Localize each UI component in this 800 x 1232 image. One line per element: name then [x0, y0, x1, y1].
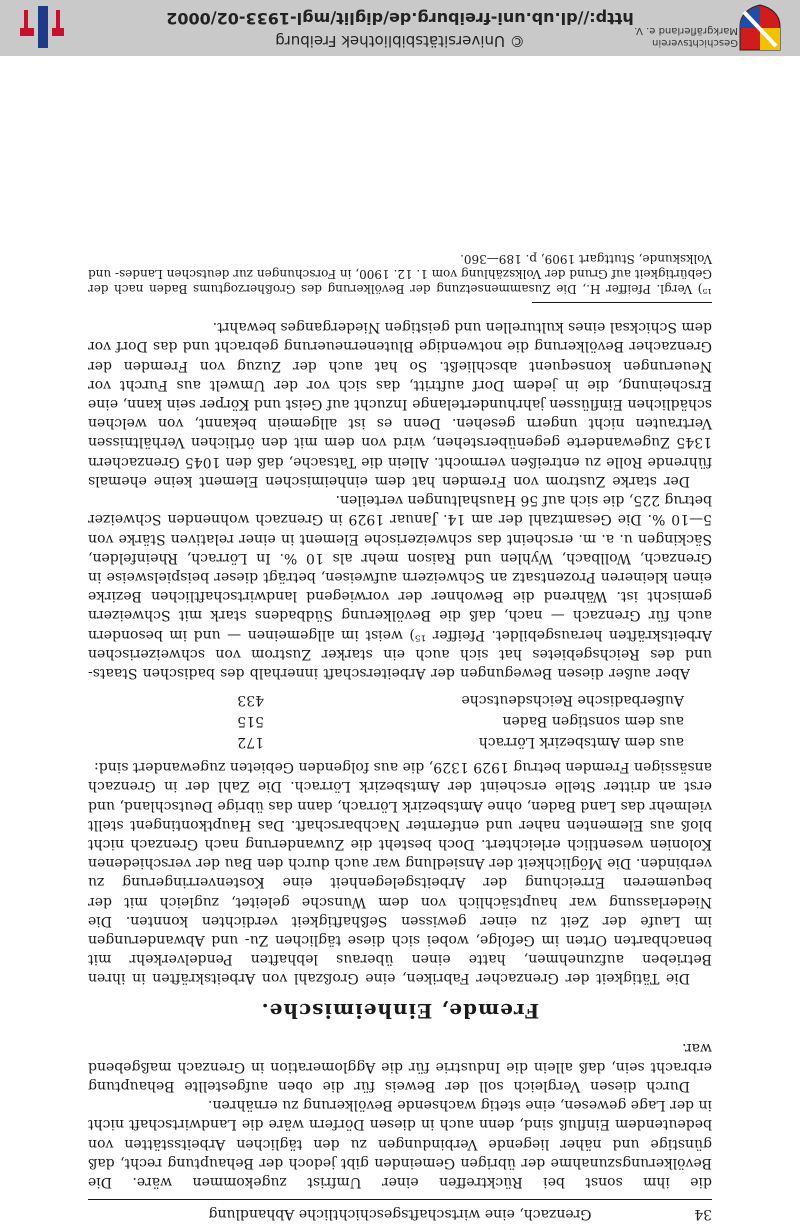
table-label: Außerbadische Reichsdeutsche: [461, 691, 684, 708]
table-value: 172: [237, 733, 264, 750]
table-label: aus dem sonstigen Baden: [502, 712, 684, 729]
table-row: [104, 709, 684, 730]
paragraph-einheimische: Der starke Zustrom von Fremden hat dem einheimischen Element keine ehemals führende Rolle zu entreißen vermocht. Allein die Tatsache, daß den 1045 Grenzachern 1345 Zugewanderte gegenüberstehen, wird von dem mit den örtlichen Verhältnissen Vertrauten nicht ungern gesehen. Denn es ist allgemein bekannt, von welchen schädlichen Einflüssen jahrhundertelange Inzucht auf Geist und Körper sein kann, eine Erscheinung, die in jedem Dorf auftritt, das sich vor der Umwelt aus Furcht vor Neuerungen konsequent abschließt. So hat auch der Zuzug von Fremden der Grenzacher Bevölkerung die notwendige Blutenerneuerung gebracht und das Dorf vor dem Schicksal eines kulturellen und geistigen Niederganges bewahrt.: [88, 319, 712, 489]
header-bar: [0, 0, 800, 56]
paragraph-fremde: Die Tätigkeit der Grenzacher Fabriken, eine Großzahl von Arbeitskräften in ihren Betrieben aufzunehmen, hatte einen überaus lebhaften Pendelverkehr mit benachbarten Orten im Gefolge, wobei sich diese täglichen Zu- und Abwanderungen im Laufe der Zeit zu einer gewissen Seßhaftigkeit verdichten konnten. Die Niederlassung war hauptsächlich von dem Wunsche geleitet, zugleich mit der bequemeren Erreichung der Arbeitsgelegenheit eine Kostenverringerung zu verbinden. Die Möglichkeit der Ansiedlung war auch durch den Bau der verschiedenen Kolonien wesentlich erleichtert. Doch besteht die Zuwanderung nach Grenzach nicht bloß aus Elementen naher und entfernter Nachbarschaft. Das Hauptkontingent stellt vielmehr das Land Baden, ohne Amtsbezirk Lörrach, dann das übrige Deutschland, und erst an dritter Stelle erscheint der Amtsbezirk Lörrach. Die Zahl der in Grenzach ansässigen Fremden betrug 1929 1329, die aus folgenden Gebieten zugewandert sind:: [88, 759, 712, 987]
document-page: [88, 251, 712, 1222]
table-value: 515: [237, 712, 264, 729]
running-header: [88, 1199, 712, 1222]
page-number: 34: [694, 1206, 712, 1222]
table-value: 433: [237, 691, 264, 708]
section-heading: Fremde, Einheimische.: [260, 999, 540, 1024]
origin-table: [104, 688, 684, 751]
society-line1: Geschichtsverein: [652, 37, 738, 48]
table-row: [104, 730, 684, 751]
permalink-url[interactable]: http://dl.ub.uni-freiburg.de/diglit/mgl-1933-02/0002: [166, 9, 634, 28]
table-label: aus dem Amtsbezirk Lörrach: [478, 733, 684, 750]
table-row: [104, 688, 684, 709]
paragraph-2: Durch diesen Vergleich soll der Beweis für die oben aufgestellte Behauptung erbracht sein, daß allein die Industrie für die Agglomeration in Grenzach maßgebend war.: [88, 1039, 712, 1094]
running-title: Grenzach, eine wirtschaftsgeschichtliche Abhandlung: [208, 1206, 592, 1222]
footnote: ¹⁵) Vergl. Pfeiffer H., Die Zusammensetzung der Bevölkerung des Großherzogtums Baden nach der Gebürtigkeit auf Grund der Volkszählung vom 1. 12. 1900, in Forschungen zur deutschen Landes- und Volkskunde, Stuttgart 1909, p. 189—360.: [88, 252, 712, 297]
footnote-rule: [532, 302, 712, 303]
copyright-text: © Universitätsbibliothek Freiburg: [275, 32, 525, 50]
ub-freiburg-logo-icon: [18, 4, 66, 50]
paragraph-schweizer: Aber außer diesen Bewegungen der Arbeiterschaft innerhalb des badischen Staats- und des Reichsgebietes hat sich auch ein starker Zustrom von schweizerischen Arbeitskräften herausgebildet. Pfeiffer ¹⁵) weist im allgemeinen — und im besondern auch für Grenzach — nach, daß die Bevölkerung Südbadens stark mit Schweizern gemischt ist. Während die Bewohner der vorwiegend landwirtschaftlichen Bezirke einen kleineren Prozentsatz an Schweizern aufweisen, beträgt dieser beispielsweise in Grenzach, Wollbach, Wyhlen und Raison mehr als 10 %. In Lörrach, Rheinfelden, Säckingen u. a. m. erscheint das schweizerische Element in einer relativen Stärke von 5—10 %. Die Gesamtzahl der am 14. Januar 1929 in Grenzach wohnenden Schweizer betrug 225, die sich auf 56 Haushaltungen verteilen.: [88, 492, 712, 681]
paragraph-1: die ihm sonst bei Rücktreffen einer Umfrist zugekommen wäre. Die Bevölkerungszunahme der übrigen Gemeinden gibt jedoch der Behauptung recht, daß günstige und näher liegende Verbindungen zu den täglichen Arbeitsstätten von bedeutendem Einfluß sind, denn auch in diesen Dörfern wäre die Landwirtschaft nicht in der Lage gewesen, eine stetig wachsende Bevölkerung zu ernähren.: [88, 1097, 712, 1190]
society-line2: Markgräflerland e. V.: [634, 25, 738, 36]
